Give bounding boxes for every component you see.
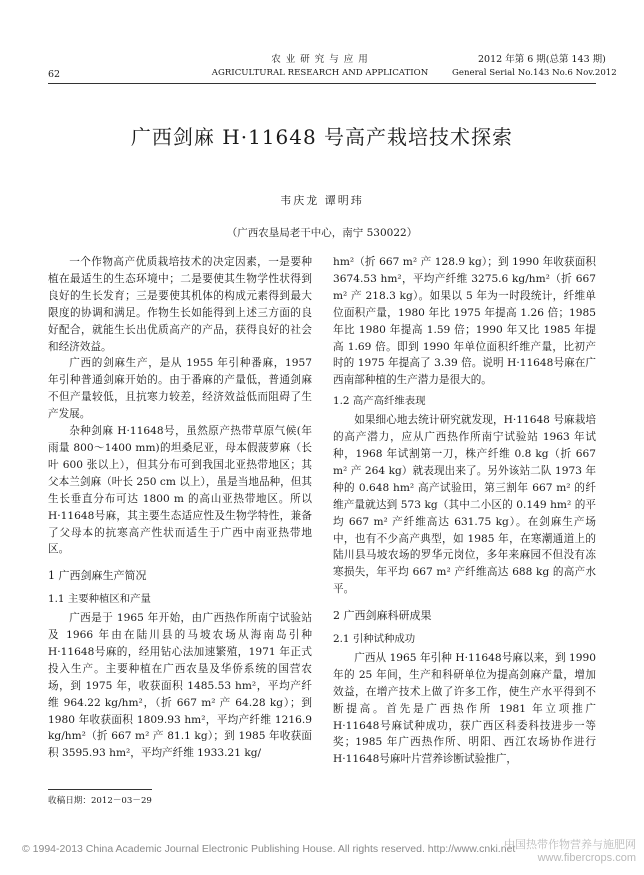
body-paragraph: 广西的剑麻生产，是从 1955 年引种番麻，1957 年引种普通剑麻开始的。由于番麻的产量低，普通剑麻不但产量较低，且抗寒力较差，经济效益低而阻碍了生产发展。 bbox=[48, 357, 312, 421]
watermark bbox=[440, 839, 636, 865]
received-date: 收稿日期：2012－03－29 bbox=[48, 796, 152, 806]
subsection-heading: 2.1 引种试种成功 bbox=[333, 633, 416, 646]
body-paragraph: 一个作物高产优质栽培技术的决定因素，一是要种植在最适生的生态环境中；二是要使其生物学性状得到良好的生长发育；三是要使其机体的构成元素得到最大限度的协调和满足。作物生长如能得到上述三方面的良好配合，就能生长出优质高产的产品，获得良好的社会和经济效益。 bbox=[48, 256, 312, 353]
affiliation: （广西农垦局老干中心，南宁 530022） bbox=[226, 227, 418, 239]
left-column bbox=[48, 254, 312, 762]
body-paragraph: 杂种剑麻 H·11648号，虽然原产热带草原气候(年雨量 800～1400 mm)的坦桑尼亚，母本假菠萝麻（长叶 600 张以上），但其分布可到我国北亚热带地区；其父本兰剑麻（叶长 250 cm 以上），虽是当地品种，但其生长垂直分布可达 1800 m 的高山亚热带地区。所以 H·11648号麻，其主要生态适应性及生物学特性，兼备了父母本的抗寒高产性状而适生于广西中南亚热带地区。 bbox=[48, 425, 312, 556]
section-heading: 1 广西剑麻生产简况 bbox=[48, 569, 147, 583]
body-paragraph: 广西从 1965 年引种 H·11648号麻以来，到 1990 年的 25 年间，生产和科研单位为提高剑麻产量，增加效益，在增产技术上做了许多工作，使生产水平得到不断提高。首先是广西热作所 1981 年立项推广 H·11648号麻试种成功，获广西区科委科技进步一等奖；1985 年广西热作所、明阳、西江农场协作进行 H·11648号麻叶片营养诊断试验推广， bbox=[333, 651, 596, 766]
right-column bbox=[333, 254, 596, 768]
authors: 韦庆龙 谭明玮 bbox=[280, 194, 364, 207]
body-paragraph: hm²（折 667 m² 产 128.9 kg）；到 1990 年收获面积 3674.53 hm²，平均产纤维 3275.6 kg/hm²（折 667 m² 产 218.3 kg）。如果以 5 年为一时段统计，纤维单位面积产量，1980 年比 1975 年提高 1.26 倍；1985 年比 1980 年提高 1.59 倍；1990 年又比 1985 年提高 1.69 倍。即到 1990 年单位面积纤维产量，比初产时的 1975 年提高了 3.39 倍。说明 H·11648号麻在广西南部种植的生产潜力是很大的。 bbox=[333, 256, 596, 387]
section-heading: 2 广西剑麻科研成果 bbox=[333, 609, 432, 623]
paper-title: 广西剑麻 H·11648 号高产栽培技术探索 bbox=[130, 125, 514, 149]
body-paragraph: 如果细心地去统计研究就发现，H·11648 号麻栽培的高产潜力，应从广西热作所南宁试验站 1963 年试种，1968 年试割第一刀，株产纤维 0.8 kg（折 667 m² 产 264 kg）就表现出来了。另外该站二队 1973 年种的 0.648 hm² 高产试验田，第三割年 667 m² 的纤维产量就达到 573 kg（其中二小区的 0.149 hm² 的平均 667 m² 产纤维高达 631.75 kg）。在剑麻生产场中，也有不少高产典型，如 1985 年，在寒潮通道上的陆川县马坡农场的罗华元岗位，多年来麻园不但没有冻寒损失，年平均 667 m² 产纤维高达 688 kg 的高产水平。 bbox=[333, 414, 596, 596]
journal-name-en: AGRICULTURAL RESEARCH AND APPLICATION bbox=[211, 68, 429, 78]
body-paragraph: 广西是于 1965 年开始，由广西热作所南宁试验站及 1966 年由在陆川县的马坡农场从海南岛引种 H·11648号麻的，经用钻心法加速繁殖，1971 年正式投入生产。主要种植在广西农垦及华侨系统的国营农场，到 1975 年，收获面积 1485.53 hm²，平均产纤维 964.22 kg/hm²，（折 667 m² 产 64.28 kg）；到 1980 年收获面积 1809.93 hm²，平均产纤维 1216.9 kg/hm²（折 667 m² 产 81.1 kg）；到 1985 年收获面积 3595.93 hm²，平均产纤维 1933.21 kg/ bbox=[48, 612, 312, 760]
watermark-line-1: 中国热带作物营养与施肥网 bbox=[504, 839, 636, 851]
footnote-rule bbox=[48, 789, 152, 790]
subsection-heading: 1.1 主要种植区和产量 bbox=[48, 593, 151, 606]
issue-en: General Serial No.143 No.6 Nov.2012 bbox=[452, 68, 617, 78]
copyright-notice: © 1994-2013 China Academic Journal Electronic Publishing House. All rights reserved. http://www.cnki.net bbox=[22, 843, 516, 855]
journal-name-cn: 农 业 研 究 与 应 用 bbox=[271, 54, 369, 65]
header-rule bbox=[48, 83, 596, 84]
page-number: 62 bbox=[48, 69, 61, 80]
watermark-line-2: www.fibercrops.com bbox=[537, 852, 636, 864]
issue-cn: 2012 年第 6 期(总第 143 期) bbox=[478, 54, 606, 65]
subsection-heading: 1.2 高产高纤维表现 bbox=[333, 395, 426, 408]
